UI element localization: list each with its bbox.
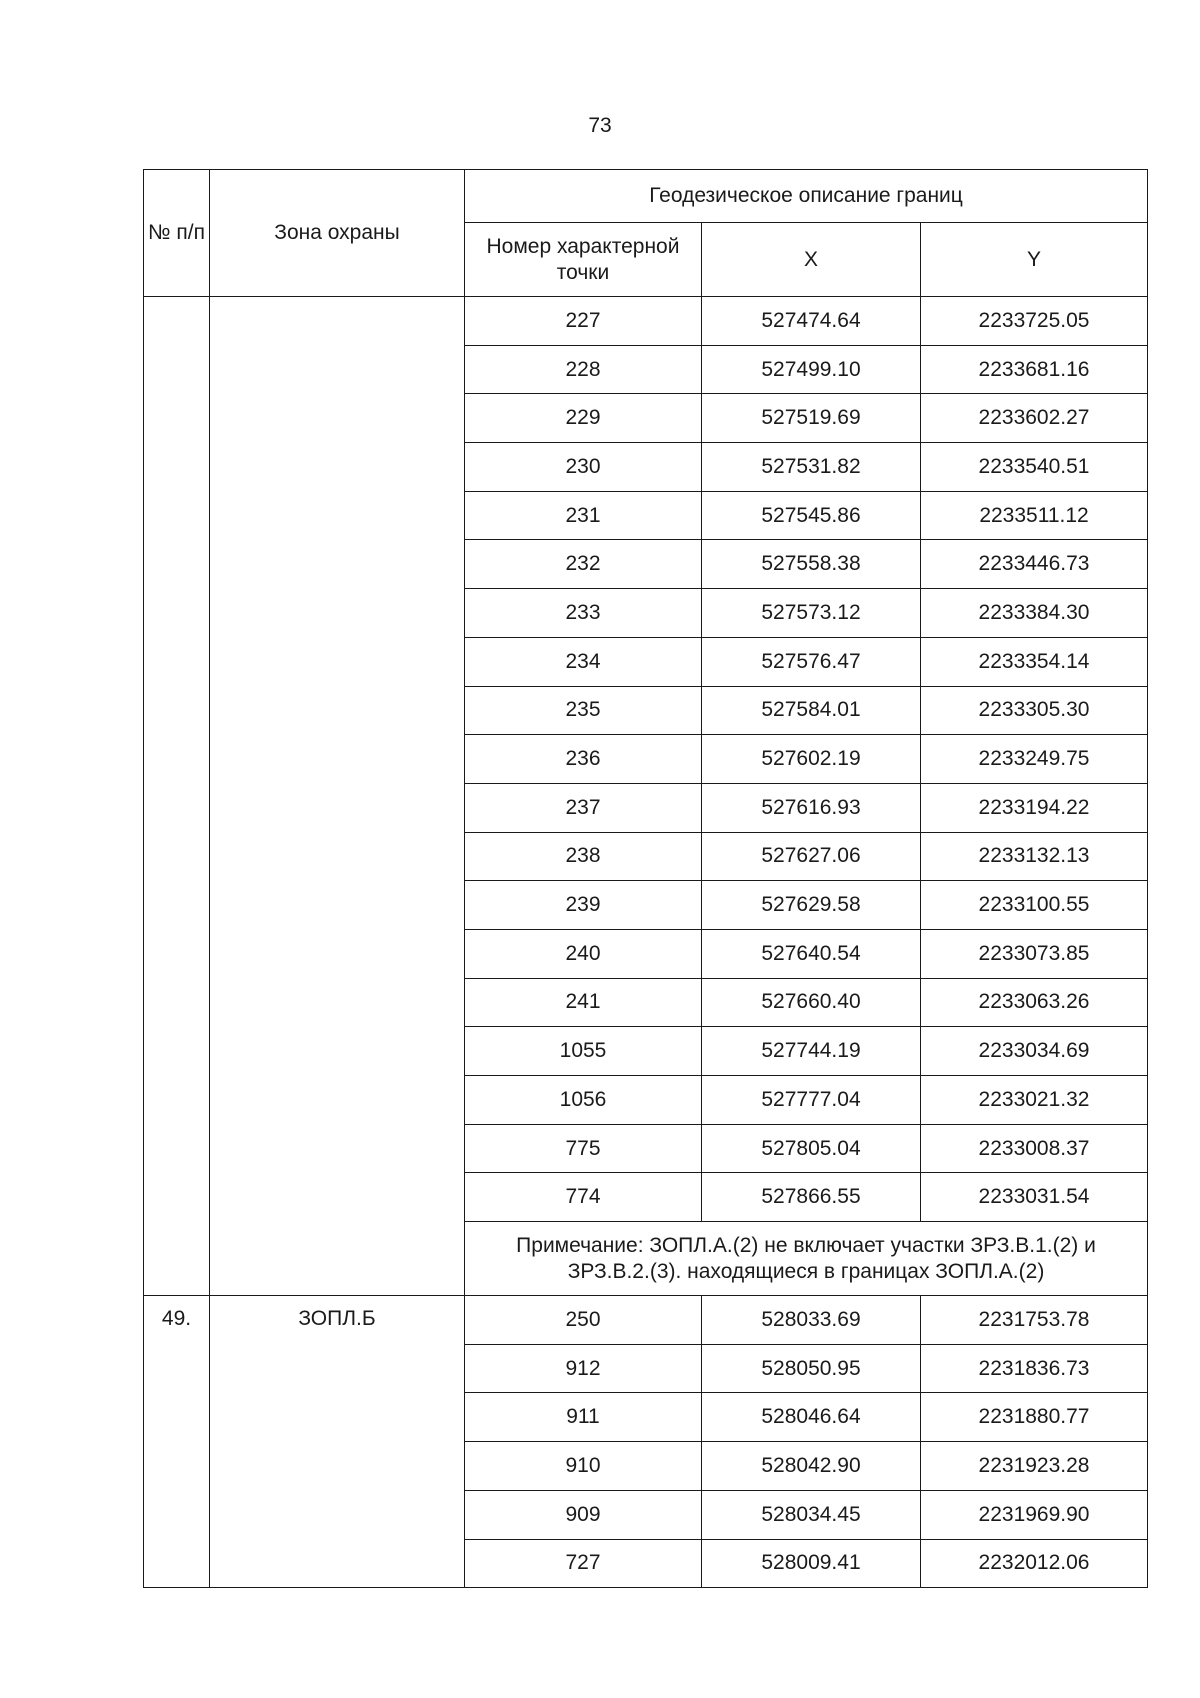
y-coordinate: 2233021.32	[921, 1076, 1148, 1125]
y-coordinate: 2231969.90	[921, 1490, 1148, 1539]
point-number: 911	[465, 1393, 702, 1442]
point-number: 233	[465, 589, 702, 638]
section-1-zone	[210, 297, 465, 1296]
x-coordinate: 528033.69	[702, 1296, 921, 1345]
y-coordinate: 2233100.55	[921, 881, 1148, 930]
point-number: 241	[465, 978, 702, 1027]
x-coordinate: 527866.55	[702, 1173, 921, 1222]
header-geo: Геодезическое описание границ	[465, 170, 1148, 223]
y-coordinate: 2233725.05	[921, 297, 1148, 346]
point-number: 250	[465, 1296, 702, 1345]
x-coordinate: 527629.58	[702, 881, 921, 930]
x-coordinate: 527519.69	[702, 394, 921, 443]
point-number: 1055	[465, 1027, 702, 1076]
y-coordinate: 2233540.51	[921, 443, 1148, 492]
page-number: 73	[588, 114, 612, 137]
y-coordinate: 2233073.85	[921, 929, 1148, 978]
y-coordinate: 2233063.26	[921, 978, 1148, 1027]
x-coordinate: 528034.45	[702, 1490, 921, 1539]
x-coordinate: 527499.10	[702, 345, 921, 394]
point-number: 240	[465, 929, 702, 978]
y-coordinate: 2233305.30	[921, 686, 1148, 735]
x-coordinate: 527744.19	[702, 1027, 921, 1076]
y-coordinate: 2233194.22	[921, 783, 1148, 832]
point-number: 727	[465, 1539, 702, 1588]
point-number: 235	[465, 686, 702, 735]
x-coordinate: 527576.47	[702, 637, 921, 686]
point-number: 912	[465, 1344, 702, 1393]
y-coordinate: 2233602.27	[921, 394, 1148, 443]
point-number: 230	[465, 443, 702, 492]
x-coordinate: 528050.95	[702, 1344, 921, 1393]
point-number: 234	[465, 637, 702, 686]
x-coordinate: 527545.86	[702, 491, 921, 540]
x-coordinate: 527474.64	[702, 297, 921, 346]
section-2	[144, 1296, 1148, 1588]
x-coordinate: 527805.04	[702, 1124, 921, 1173]
y-coordinate: 2231753.78	[921, 1296, 1148, 1345]
x-coordinate: 528009.41	[702, 1539, 921, 1588]
point-number: 909	[465, 1490, 702, 1539]
x-coordinate: 527602.19	[702, 735, 921, 784]
x-coordinate: 527531.82	[702, 443, 921, 492]
point-number: 237	[465, 783, 702, 832]
header-point: Номер характерной точки	[465, 223, 702, 297]
section-1-num	[144, 297, 210, 1296]
header-y: Y	[921, 223, 1148, 297]
x-coordinate: 527627.06	[702, 832, 921, 881]
point-number: 227	[465, 297, 702, 346]
y-coordinate: 2233249.75	[921, 735, 1148, 784]
x-coordinate: 528046.64	[702, 1393, 921, 1442]
x-coordinate: 527573.12	[702, 589, 921, 638]
y-coordinate: 2231923.28	[921, 1442, 1148, 1491]
y-coordinate: 2233132.13	[921, 832, 1148, 881]
point-number: 231	[465, 491, 702, 540]
x-coordinate: 527558.38	[702, 540, 921, 589]
y-coordinate: 2233034.69	[921, 1027, 1148, 1076]
point-number: 239	[465, 881, 702, 930]
y-coordinate: 2233446.73	[921, 540, 1148, 589]
section-2-num: 49.	[144, 1296, 210, 1588]
x-coordinate: 527616.93	[702, 783, 921, 832]
point-number: 774	[465, 1173, 702, 1222]
y-coordinate: 2233354.14	[921, 637, 1148, 686]
y-coordinate: 2231836.73	[921, 1344, 1148, 1393]
x-coordinate: 528042.90	[702, 1442, 921, 1491]
y-coordinate: 2232012.06	[921, 1539, 1148, 1588]
point-number: 775	[465, 1124, 702, 1173]
point-number: 232	[465, 540, 702, 589]
point-number: 238	[465, 832, 702, 881]
point-number: 229	[465, 394, 702, 443]
section-note: Примечание: ЗОПЛ.А.(2) не включает участки ЗРЗ.В.1.(2) и ЗРЗ.В.2.(3). находящиеся в границах ЗОПЛ.А.(2)	[465, 1222, 1148, 1296]
boundary-table	[143, 169, 1148, 1588]
y-coordinate: 2233511.12	[921, 491, 1148, 540]
y-coordinate: 2233008.37	[921, 1124, 1148, 1173]
y-coordinate: 2233031.54	[921, 1173, 1148, 1222]
point-number: 228	[465, 345, 702, 394]
x-coordinate: 527584.01	[702, 686, 921, 735]
y-coordinate: 2231880.77	[921, 1393, 1148, 1442]
x-coordinate: 527777.04	[702, 1076, 921, 1125]
point-number: 236	[465, 735, 702, 784]
y-coordinate: 2233384.30	[921, 589, 1148, 638]
point-number: 1056	[465, 1076, 702, 1125]
x-coordinate: 527660.40	[702, 978, 921, 1027]
x-coordinate: 527640.54	[702, 929, 921, 978]
point-number: 910	[465, 1442, 702, 1491]
y-coordinate: 2233681.16	[921, 345, 1148, 394]
section-2-zone: ЗОПЛ.Б	[210, 1296, 465, 1588]
section-1	[144, 297, 1148, 1296]
header-zone: Зона охраны	[210, 170, 465, 297]
header-num: № п/п	[144, 170, 210, 297]
header-x: X	[702, 223, 921, 297]
